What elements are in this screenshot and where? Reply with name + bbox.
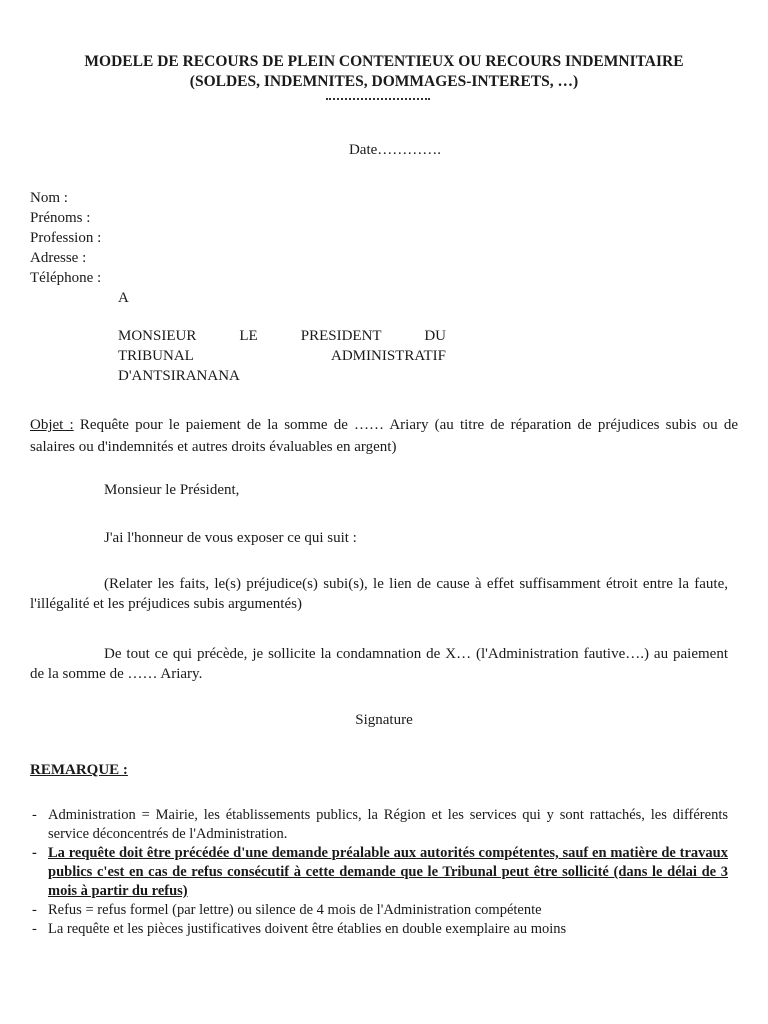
remarque-item: - La requête et les pièces justificatives doivent être établies en double exemplaire au moins bbox=[30, 920, 728, 939]
conclusion-paragraph: De tout ce qui précède, je sollicite la condamnation de X… (l'Administration fautive….) au paiement de la somme de …… Ariary. bbox=[30, 646, 728, 682]
intro-sentence: J'ai l'honneur de vous exposer ce qui suit : bbox=[104, 530, 357, 546]
facts-paragraph: (Relater les faits, le(s) préjudice(s) subi(s), le lien de cause à effet suffisamment étroit entre la faute, l'illégalité et les préjudices subis argumentés) bbox=[30, 576, 728, 612]
title-line-2: (SOLDES, INDEMNITES, DOMMAGES-INTERETS, …) bbox=[189, 73, 579, 90]
objet-paragraph bbox=[30, 414, 738, 458]
sender-field-address: Adresse : bbox=[30, 250, 87, 266]
recipient-line-3: D'ANTSIRANANA bbox=[118, 368, 240, 384]
remarque-item: - Refus = refus formel (par lettre) ou silence de 4 mois de l'Administration compétente bbox=[30, 901, 728, 920]
sender-field-firstnames: Prénoms : bbox=[30, 210, 91, 226]
remarque-item: - La requête doit être précédée d'une demande préalable aux autorités compétentes, sauf en matière de travaux publics c'est en cas de refus consécutif à cette demande que le Tribunal peut être sollicité (dans le délai de 3 mois à partir du refus) bbox=[30, 844, 728, 901]
salutation: Monsieur le Président, bbox=[104, 482, 240, 498]
to-prefix: A bbox=[118, 290, 129, 306]
title-underline bbox=[326, 98, 430, 100]
recipient-line-1: MONSIEUR LE PRESIDENT DU bbox=[118, 328, 446, 344]
recipient-line-2: TRIBUNAL ADMINISTRATIF bbox=[118, 348, 446, 364]
objet-text: Requête pour le paiement de la somme de …… Ariary (au titre de réparation de préjudices subis ou de salaires ou d'indemnités et autres droits évaluables en argent) bbox=[30, 417, 738, 455]
remarque-heading: REMARQUE : bbox=[30, 762, 128, 778]
remarque-item: - Administration = Mairie, les établissements publics, la Région et les services qui y sont rattachés, les différents service déconcentrés de l'Administration. bbox=[30, 806, 728, 844]
recipient-block bbox=[118, 326, 446, 386]
document-title bbox=[30, 52, 738, 92]
sender-identity-block bbox=[30, 188, 101, 288]
remarque-list bbox=[30, 806, 728, 939]
sender-field-profession: Profession : bbox=[30, 230, 102, 246]
objet-label: Objet : bbox=[30, 417, 74, 433]
date-line: Date…………. bbox=[348, 142, 442, 158]
sender-field-name: Nom : bbox=[30, 190, 68, 206]
sender-field-phone: Téléphone : bbox=[30, 270, 102, 286]
signature-line: Signature bbox=[355, 712, 413, 728]
title-line-1: MODELE DE RECOURS DE PLEIN CONTENTIEUX OU RECOURS INDEMNITAIRE bbox=[84, 53, 684, 70]
